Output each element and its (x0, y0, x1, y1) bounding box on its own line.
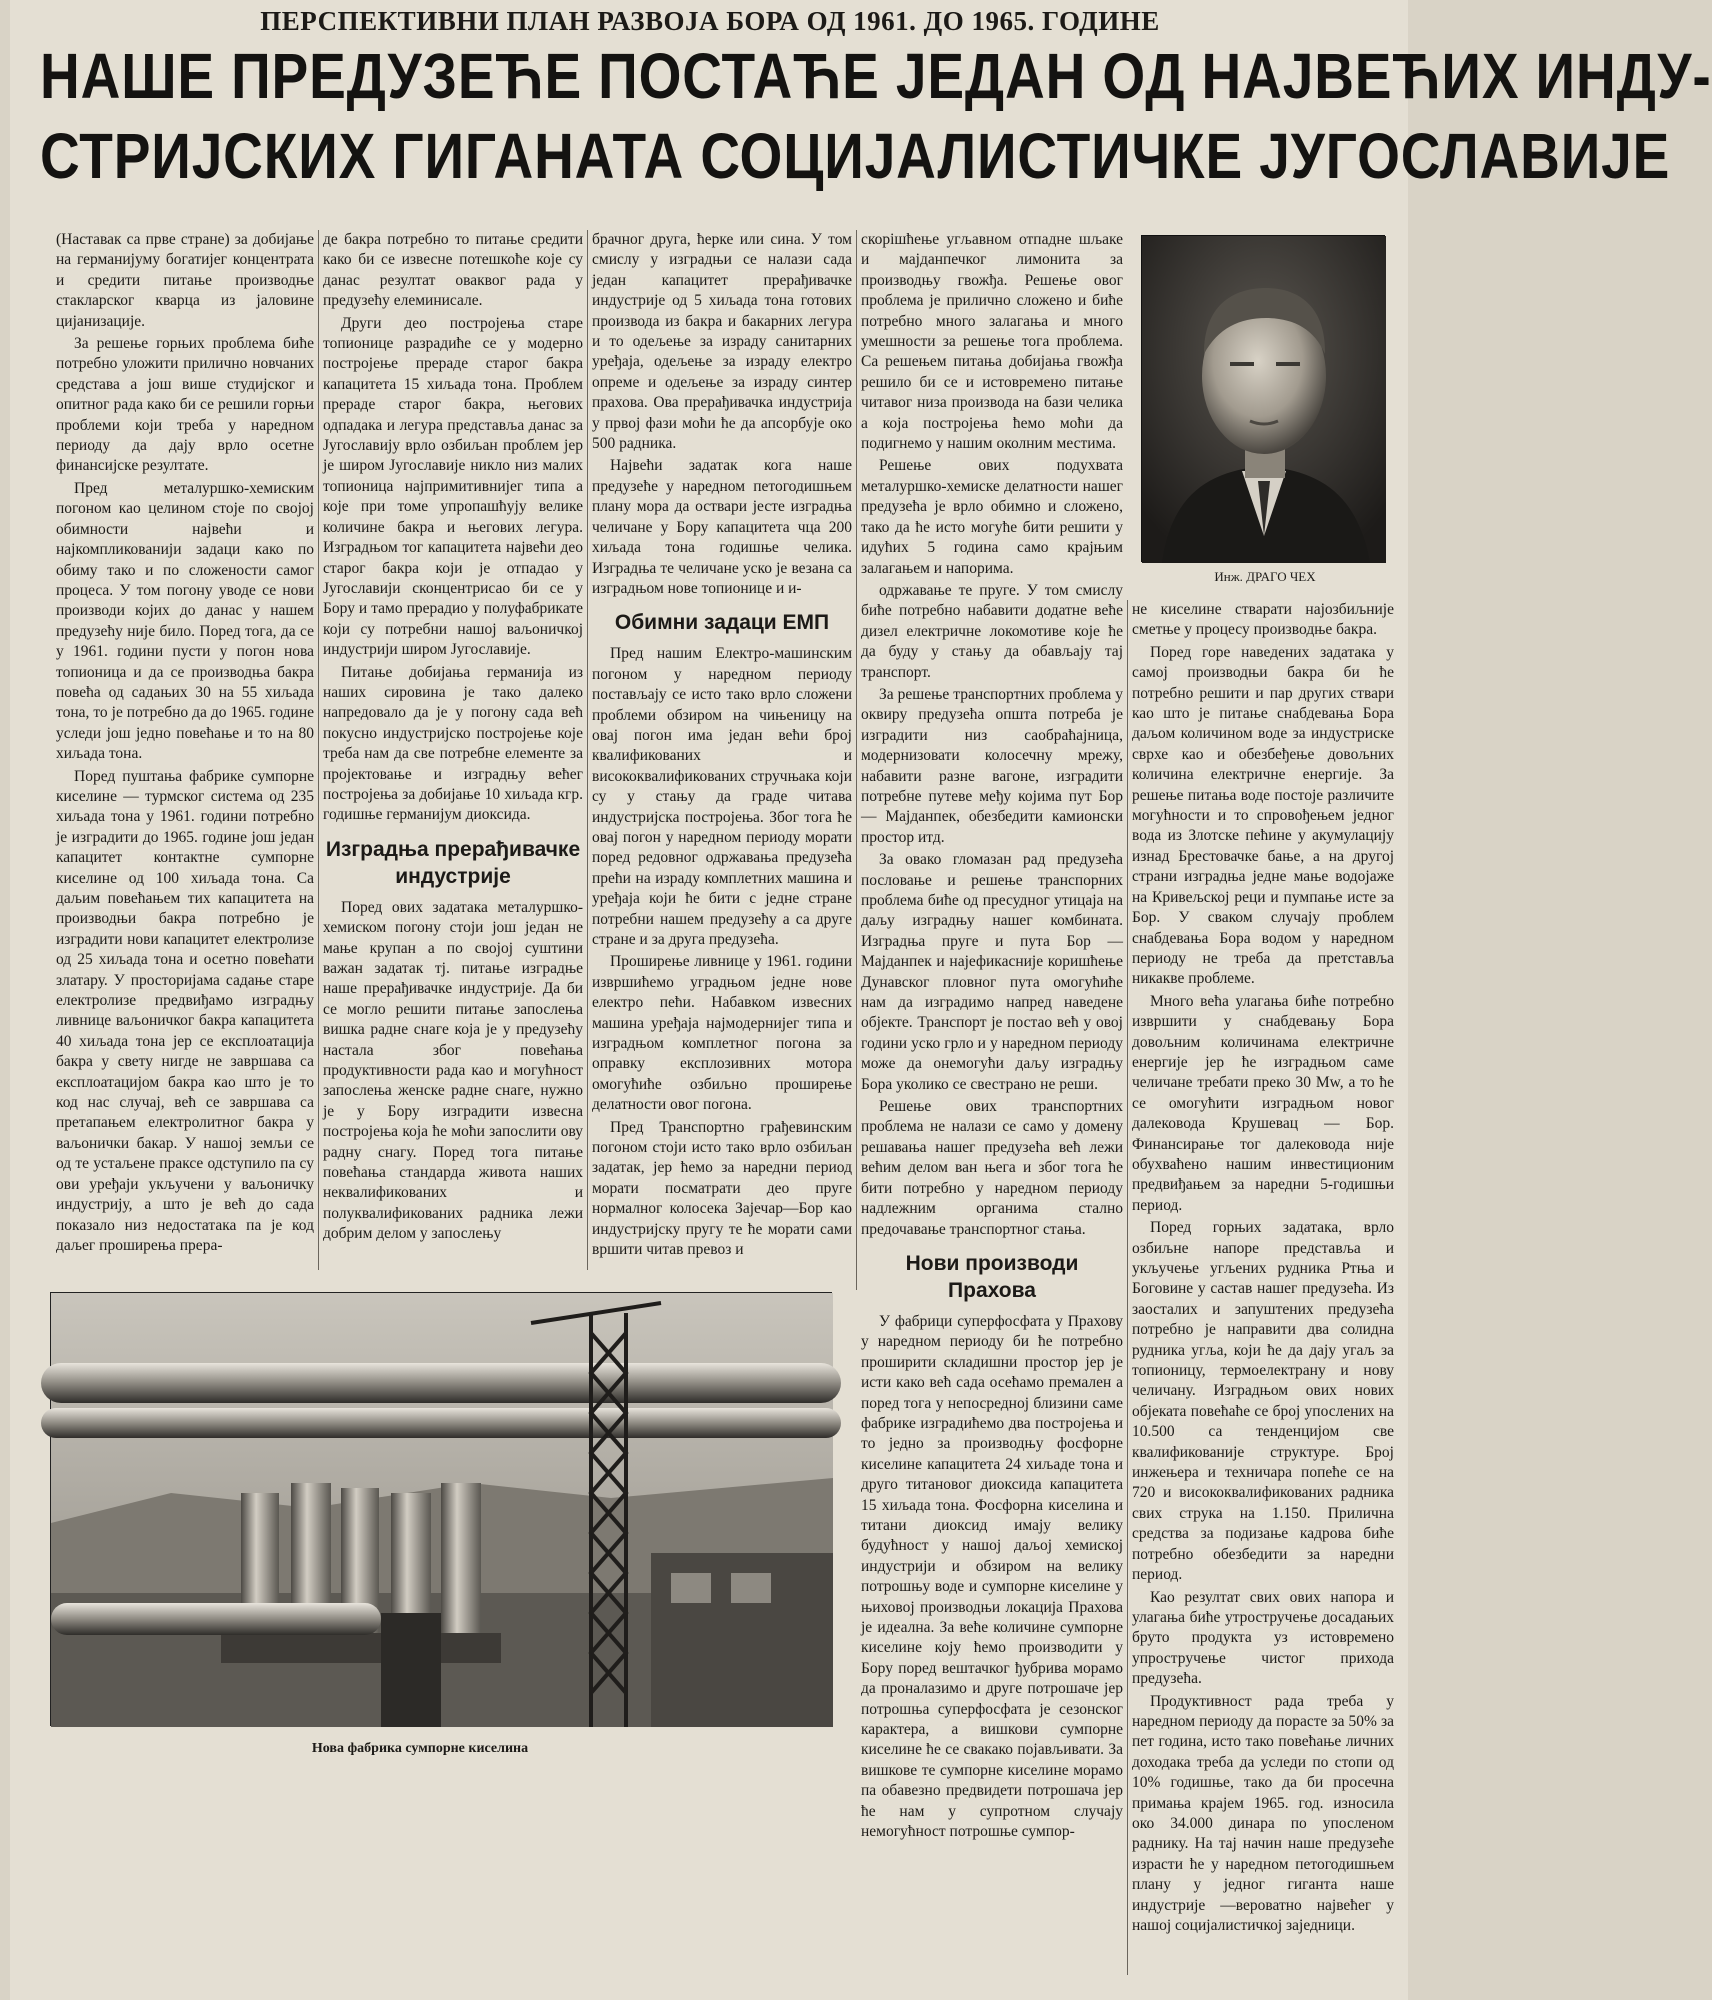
subheading: Обимни задаци ЕМП (614, 611, 830, 635)
column-4 (861, 230, 1123, 1975)
subheading: Нови производи Прахова (905, 1251, 1079, 1302)
paragraph: Много већа улагања биће потребно извршити у снабдевању Бора довољним количинама електричне енергије јер ће изградњом саме челичане требати преко 30 Мw, а то ће се омогућити изградњом новог далековода Крушевац — Бор. Финансирање тог далековода није обухваћено нашим инвестиционим предвиђањем за наредни 5-годишњи период. (1132, 992, 1394, 1214)
column-1 (56, 230, 314, 1270)
column-2 (323, 230, 583, 1270)
portrait-caption: Инж. ДРАГО ЧЕХ (1214, 569, 1316, 584)
paragraph: У фабрици суперфосфата у Прахову у наредном периоду би ће потребно проширити складишни простор јер је исти како већ сада осећамо премален а поред тога у непосредној близини саме фабрике изградићемо два постројења и то једно за производњу фосфорне киселине капацитета 24 хиљаде тона и друго титановог диоксида капацитета 15 хиљада тона. Фосфорна киселина и титани диоксид имају велику будућност у нашој даљој хемиској индустрији и обзиром на велику потрошњу воде и сумпорне киселине у њиховој производњи локација Прахова је идеална. За веће количине сумпорне киселине коју ћемо производити у Бору поред вештачког ђубрива морамо да проналазимо и друге потрошаче јер потрошња суперфосфата је сезонског карактера, а вишкови сумпорне киселине ће се свакако појављивати. За вишкове те сумпорне киселине морамо па обавезно предвидети потрошача јер ће нам у супротном случају немогућност потрошње сумпор- (861, 1312, 1123, 1841)
headline (40, 36, 1712, 196)
paragraph: Пред Транспортно грађевинским погоном стоји исто тако врло озбиљан задатак, јер ћемо за наредни период морати посматрати део пруге нормалног колосека Зајечар—Бор као индустријску пругу те ће морати сами вршити читав превоз и (592, 1118, 852, 1259)
photo-caption: Нова фабрика сумпорне киселина (311, 1741, 529, 1756)
column-3 (592, 230, 852, 1280)
column-divider (1127, 600, 1128, 1975)
paragraph: Поред горе наведених задатака у самој производњи бакра би ће потребно решити и пар других ствари као што је питање снабдевања Бора даљом количином воде за индустриске сврхе као и обезбеђење довољних количина електричне енергије. За решење питања воде постоје различите могућности и то спровођењем једног вода из Злотске пећине у акумулацију изнад Брестовачке бање, а на другој страни изградња једне мање водојаже на Кривељској реци и пумпање исте за Бор. У сваком случају проблем снабдевања Бора водом у наредном периоду не треба да претставља никакве проблеме. (1132, 643, 1394, 988)
paragraph: Решење ових подухвата металуршко-хемиске делатности нашег предузећа је врло обимно и сложено, тако да ће исто могуће бити решити у идућих 5 година само крајњим залагањем и напорима. (861, 457, 1123, 577)
paragraph: Поред горњих задатака, врло озбиљне напоре представља и укључење угљених рудника Ртња и Боговине у састав нашег предузећа. Из заосталих и запуштених предузећа потребно је направити два солидна рудника угља, који ће да дају угаљ за топионицу, термоелектрану и нову челичану. Изградњом ових нових објеката повећаће се број упослених на 10.500 са тенденцијом све квалификованије структуре. Број инжењера и техничара попеће се на 720 и висококвалификованих радника свих струка на 1.150. Прилична средства за подизање кадрова биће потребно обезбедити за наредни период. (1132, 1219, 1394, 1584)
portrait-image (1142, 236, 1386, 563)
factory-image (51, 1293, 833, 1727)
paragraph: Питање добијања германија из наших сировина је тако далеко напредовало да је у погону сада већ покусно индустријско постројење које треба нам да све потребне елементе за пројектовање и изградњу већег постројења за добијање 10 хиљада кгр. годишње германијум диоксида. (323, 663, 583, 824)
paragraph: де бакра потребно то питање средити како би се извесне потешкоће које су данас резултат оваквог рада у предузећу елеминисале. (323, 231, 583, 310)
paragraph: скорішћење угљавном отпадне шљаке и мајданпечког лимонита за производњу гвожђа. Решење овог проблема је прилично сложено и биће потребно много залагања и много умешности за решење тога проблема. Са решењем питања добијања гвожђа решило би се и истовремено питање читавог низа производа на бази челика а која постројења ћемо моћи да подигнемо у нашим околним местима. (861, 231, 1123, 453)
kicker: ПЕРСПЕКТИВНИ ПЛАН РАЗВОЈА БОРА ОД 1961. ДО 1965. ГОДИНЕ (260, 6, 1160, 36)
column-5 (1132, 600, 1394, 1980)
column-divider (856, 230, 857, 1290)
factory-photo (50, 1292, 832, 1726)
column-divider (587, 230, 588, 1270)
paragraph: одржавање те пруге. У том смислу биће потребно набавити додатне веће дизел електричне локомотиве које ће да буду у стању да обављају тај транспорт. (861, 581, 1123, 681)
column-divider (318, 230, 319, 1270)
headline-line-2: СТРИЈСКИХ ГИГАНАТА СОЦИЈАЛИСТИЧКЕ ЈУГОСЛАВИЈЕ (40, 120, 1671, 192)
paragraph: Пред металуршко-хемиским погоном као целином стоје по својој обимности највећи и најкомпликованији задаци како по обиму тако и по сложености самог процеса. У том погону уводе се нови производи којих до данас у нашем предузећу није било. Поред тога, да се у 1961. години пусти у погон нова топионица и да се производња бакра повећа од садањих 30 на 55 хиљада тона, то је потребно да до 1965. године уследи још једно повећање и то на 80 хиљада тона. (56, 479, 314, 763)
paragraph: За овако гломазан рад предузећа пословање и решење транспорних проблема биће од пресудног утицаја на даљу изградњу нашег комбината. Изградња пруге и пута Бор — Мајданпек и најефикасније коришћење Дунавског пловног пута омогућиће нам да изградимо напред наведене објекте. Транспорт је постао већ у овој години уско грло и у наредном периоду може да онемогући даљу изградњу Бора уколико се свестрано не реши. (861, 851, 1123, 1093)
paragraph: Поред пуштања фабрике сумпорне киселине — турмског система од 235 хиљада тона у 1961. години потребно је изградити до 1965. године још један капацитет контактне сумпорне киселине од 100 хиљада тона. Са даљим повећањем тих капацитета на производњи бакра потребно је изградити нови капацитет електролизе од 25 хиљада тона и осетно повећати златару. У просторијама садање старе електролизе предвиђамо изградњу ливнице ваљоничког бакра капацитета 40 хиљада тона јер се експлоатација бакра у свету нигде не завршава са експлоатацијом бакра као што је то код нас случај, већ се завршава са претапањем електролитног бакра у ваљонички бакар. У нашој земљи се од те устаљене праксе одступило па су ови уређаји укључени у ваљоничку индустрију, а што је већ до сада показало низ недостатака па је код даљег проширења прера- (56, 767, 314, 1254)
paragraph: Продуктивност рада треба у наредном периоду да порасте за 50% за пет година, исто тако повећање личних доходака треба да уследи по стопи од 10% годишње, тако да би просечна примања крајем 1965. год. износила око 34.000 динара по упосленом раднику. На тај начин наше предузеће израсти ће у наредном петогодишњем плану у једног гиганта наше индустрије —вероватно највећег у нашој социјалистичкој заједници. (1132, 1692, 1394, 1934)
paragraph: не киселине стварати најозбиљније сметње у процесу производње бакра. (1132, 601, 1394, 639)
newspaper-page (10, 0, 1712, 2000)
paragraph: (Наставак са прве стране) за добијање на германијуму богатијег концентрата и средити питање производње стакларског кварца из јаловине цијанизације. (56, 231, 314, 330)
paragraph: Пред нашим Електро-машинским погоном у наредном периоду постављају се исто тако врло сложени проблеми обзиром на чињеницу на овај погон има један већи број квалификованих и висококвалификованих стручњака који су у стању да граде читава индустријска постројења. Због тога ће овај погон у наредном периоду морати поред редовног одржавања предузећа прећи на израду комплетних машина и уређаја који ће бити с једне стране потребни нашем предузећу а са друге стране и за друга предузећа. (592, 645, 852, 948)
portrait-photo (1141, 235, 1385, 562)
subheading: Изградња прерађивачке индустрије (325, 837, 581, 888)
paragraph: Решење ових транспортних проблема не налази се само у домену решавања нашег предузећа већ лежи већим делом ван њега и због тога ће бити потребно у наредном периоду надлежним органима стално предочавање транспортног стања. (861, 1098, 1123, 1238)
paragraph: За решење транспортних проблема у оквиру предузећа општа потреба је изградити низ саобраћајница, модернизовати колосечну мрежу, набавити разне вагоне, изградити потребне путеве међу којима пут Бор — Мајданпек, обезбедити камионски простор итд. (861, 685, 1123, 846)
paragraph: Као резултат свих ових напора и улагања биће утростручење досадањих бруто продукта уз истовремено упростручење чистог прихода предузећа. (1132, 1588, 1394, 1688)
paragraph: Други део постројења старе топионице разрадиће се у модерно постројење прераде старог бакра капацитета 15 хиљада тона. Проблем прераде старог бакра, његових одпадака и легура представља данас за Југославију врло озбиљан проблем јер је широм Југославије никло низ малих топионица најпримитивнијег типа а које при томе упропашћују велике количине бакра и његових легура. Изградњом тог капацитета највећи део старог бакра који је отпадао у Југославији сконцентрисао би се у Бору и тамо прерадио у полуфабрикате који су потребни нашој ваљоничкој индустрији широм Југославије. (323, 314, 583, 659)
paragraph: Поред ових задатака металуршко-хемиском погону стоји још један не мање крупан а по својој суштини важан задатак тј. питање изградње наше прерађивачке индустрије. Да би се могло решити питање запослења вишка радне снаге која је у предузећу настала због повећања продуктивности рада као и могућност запослења женске радне снаге, нужно је у Бору изградити извесна постројења која ће моћи запослити ову радну снагу. Поред тога питање повећања стандарда живота наших неквалификованих и полуквалификованих радника лежи добрим делом у запослењу (323, 898, 583, 1243)
paragraph: Највећи задатак кога наше предузеће у наредном петогодишњем плану мора да оствари јесте изградња челичане у Бору капацитета чца 200 хиљада тона годишње челика. Изградња те челичане уско је везана са изградњом нове топионице и и- (592, 457, 852, 597)
paragraph: Проширење ливнице у 1961. години извршићемо уградњом једне нове електро пећи. Набавком извесних машина уређаја најмодернијег типа и изградњом комплетног погона за оправку експлозивних мотора омогућиће озбиљно проширење делатности овог погона. (592, 953, 852, 1114)
headline-line-1: НАШЕ ПРЕДУЗЕЋЕ ПОСТАЋЕ ЈЕДАН ОД НАЈВЕЋИХ ИНДУ- (40, 40, 1712, 112)
paragraph: брачног друга, ћерке или сина. У том смислу у изградњи се налази сада један капацитет прерађивачке индустрије од 5 хиљада тона готових производа из бакра и бакарних легура и то одељење за израду санитарних уређаја, одељење за израду електро опреме и одељење за израду синтер прахова. Ова прерађивачка индустрија у првој фази моћи ће да апсорбује око 500 радника. (592, 231, 852, 453)
paragraph: За решење горњих проблема биће потребно уложити прилично новчаних средстава а још више студијског и опитног рада како би се решили горњи проблеми који треба у наредном периоду да дају врло осетне финансијске резултате. (56, 335, 314, 475)
